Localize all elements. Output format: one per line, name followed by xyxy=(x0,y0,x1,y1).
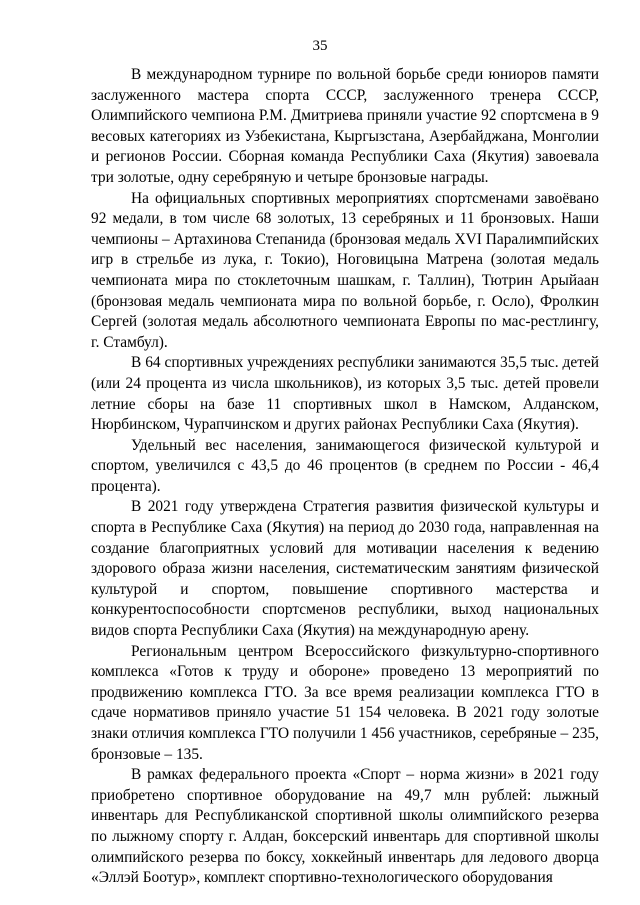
body-text xyxy=(91,65,599,889)
paragraph-sport-institutions: В 64 спортивных учреждениях республики занимаются 35,5 тыс. детей (или 24 процента из числа школьников), из которых 3,5 тыс. детей провели летние сборы на базе 11 спортивных школ в Намском, Алданском, Нюрбинском, Чурапчинском и других районах Республики Саха (Якутия). xyxy=(91,354,599,434)
paragraph-strategy: В 2021 году утверждена Стратегия развития физической культуры и спорта в Республике Саха (Якутия) на период до 2030 года, направленная на создание благоприятных условий для мотивации населения к ведению здорового образа жизни населения, систематическим занятиям физической культурой и спортом, повышение спортивного мастерства и конкурентоспособности спортсменов республики, выход национальных видов спорта Республики Саха (Якутия) на международную арену. xyxy=(91,498,599,640)
paragraph-gto: Региональным центром Всероссийского физкультурно-спортивного комплекса «Готов к труду и обороне» проведено 13 мероприятий по продвижению комплекса ГТО. За все время реализации комплекса ГТО в сдаче нормативов приняло участие 51 154 человека. В 2021 году золотые знаки отличия комплекса ГТО получили 1 456 участников, серебряные – 235, бронзовые – 135. xyxy=(91,642,599,763)
paragraph-wrestling-tournament: В международном турнире по вольной борьбе среди юниоров памяти заслуженного мастера спорта СССР, заслуженного тренера СССР, Олимпийского чемпиона Р.М. Дмитриева приняли участие 92 спортсмена в 9 весовых категориях из Узбекистана, Кыргызстана, Азербайджана, Монголии и регионов России. Сборная команда Республики Саха (Якутия) завоевала три золотые, одну серебряную и четыре бронзовые награды. xyxy=(91,66,599,186)
paragraph-medals: На официальных спортивных мероприятиях спортсменами завоёвано 92 медали, в том числе 68 золотых, 13 серебряных и 11 бронзовых. Наши чемпионы – Артахинова Степанида (бронзовая медаль XVI Паралимпийских игр в стрельбе из лука, г. Токио), Ноговицына Матрена (золотая медаль чемпионата мира по стоклеточным шашкам, г. Таллин), Тютрин Арыйаан (бронзовая медаль чемпионата мира по вольной борьбе, г. Осло), Фролкин Сергей (золотая медаль абсолютного чемпионата Европы по мас-рестлингу, г. Стамбул). xyxy=(91,189,599,351)
paragraph-federal-project: В рамках федерального проекта «Спорт – норма жизни» в 2021 году приобретено спортивное оборудование на 49,7 млн рублей: лыжный инвентарь для Республиканской спортивной школы олимпийского резерва по лыжному спорту г. Алдан, боксерский инвентарь для спортивной школы олимпийского резерва по боксу, хоккейный инвентарь для ледового дворца «Эллэй Боотур», комплект спортивно-технологического оборудования xyxy=(91,766,599,887)
page-number: 35 xyxy=(312,38,328,54)
paragraph-population-share: Удельный вес населения, занимающегося физической культурой и спортом, увеличился с 43,5 до 46 процентов (в среднем по России - 46,4 процента). xyxy=(91,436,599,495)
